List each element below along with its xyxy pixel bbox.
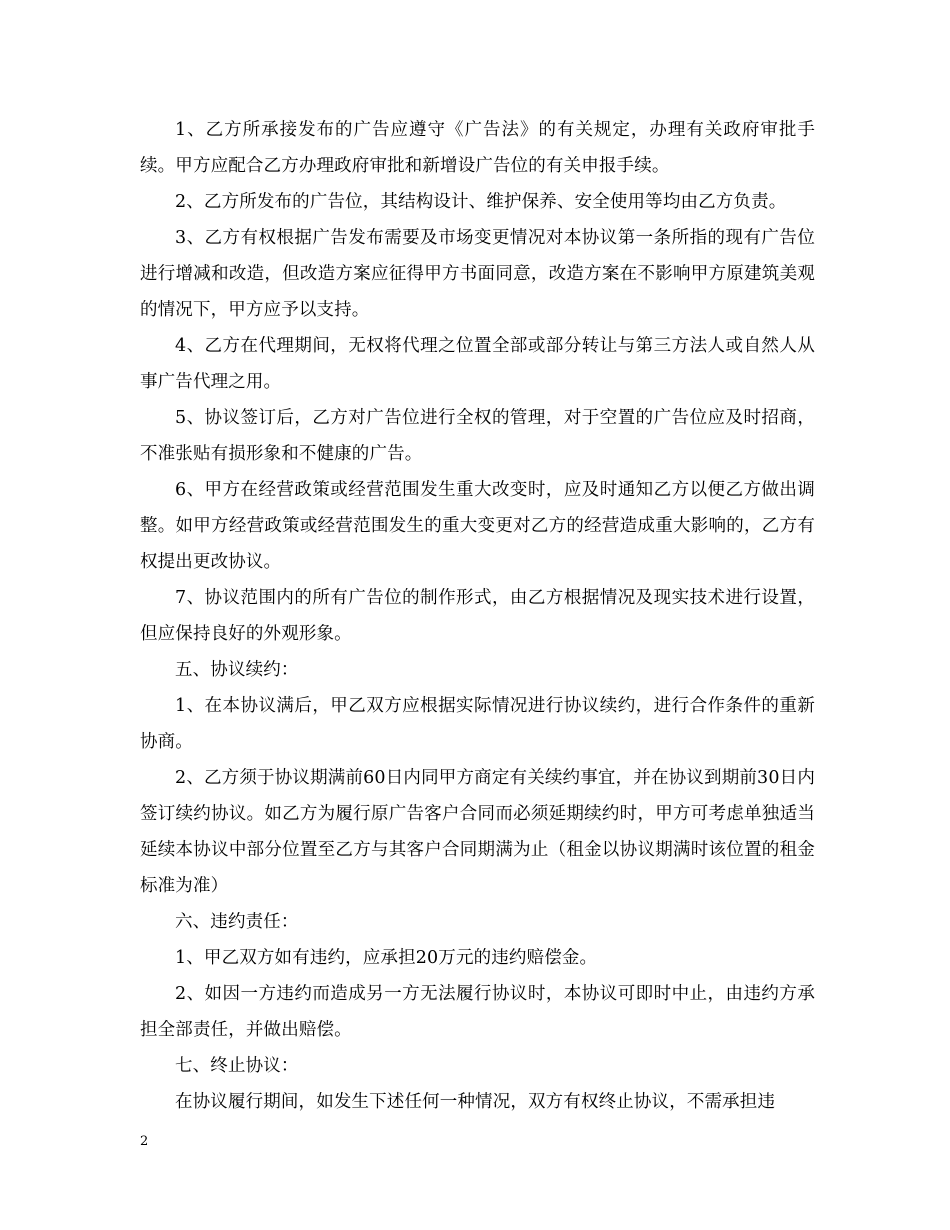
page-number: 2 [140,1134,149,1149]
document-body [140,112,815,1120]
paragraph-clause-6-1: 1、甲乙双方如有违约，应承担20万元的违约赔偿金。 [175,948,598,968]
paragraph-clause-5-1: 1、在本协议满后，甲乙双方应根据实际情况进行协议续约，进行合作条件的重新协商。 [140,696,815,752]
paragraph-clause-5-2: 2、乙方须于协议期满前60日内同甲方商定有关续约事宜，并在协议到期前30日内签订续约协议。如乙方为履行原广告客户合同而必须延期续约时，甲方可考虑单独适当延续本协议中部分位置至乙方与其客户合同期满为止（租金以协议期满时该位置的租金标准为准） [140,768,815,896]
paragraph-clause-6-2: 2、如因一方违约而造成另一方无法履行协议时，本协议可即时中止，由违约方承担全部责任，并做出赔偿。 [140,984,815,1040]
paragraph-clause-4-4: 4、乙方在代理期间，无权将代理之位置全部或部分转让与第三方法人或自然人从事广告代理之用。 [140,336,815,392]
section-heading-termination: 七、终止协议： [175,1056,299,1076]
section-heading-renewal: 五、协议续约： [175,660,299,680]
section-heading-liability: 六、违约责任： [175,912,299,932]
paragraph-clause-4-7: 7、协议范围内的所有广告位的制作形式，由乙方根据情况及现实技术进行设置，但应保持良好的外观形象。 [140,588,815,644]
paragraph-clause-4-5: 5、协议签订后，乙方对广告位进行全权的管理，对于空置的广告位应及时招商，不准张贴有损形象和不健康的广告。 [140,408,815,464]
paragraph-clause-4-2: 2、乙方所发布的广告位，其结构设计、维护保养、安全使用等均由乙方负责。 [175,192,787,212]
paragraph-clause-4-1: 1、乙方所承接发布的广告应遵守《广告法》的有关规定，办理有关政府审批手续。甲方应配合乙方办理政府审批和新增设广告位的有关申报手续。 [140,120,815,176]
paragraph-clause-4-6: 6、甲方在经营政策或经营范围发生重大改变时，应及时通知乙方以便乙方做出调整。如甲方经营政策或经营范围发生的重大变更对乙方的经营造成重大影响的，乙方有权提出更改协议。 [140,480,815,572]
paragraph-clause-7-intro: 在协议履行期间，如发生下述任何一种情况，双方有权终止协议，不需承担违 [175,1092,776,1112]
paragraph-clause-4-3: 3、乙方有权根据广告发布需要及市场变更情况对本协议第一条所指的现有广告位进行增减和改造，但改造方案应征得甲方书面同意，改造方案在不影响甲方原建筑美观的情况下，甲方应予以支持。 [140,228,815,320]
